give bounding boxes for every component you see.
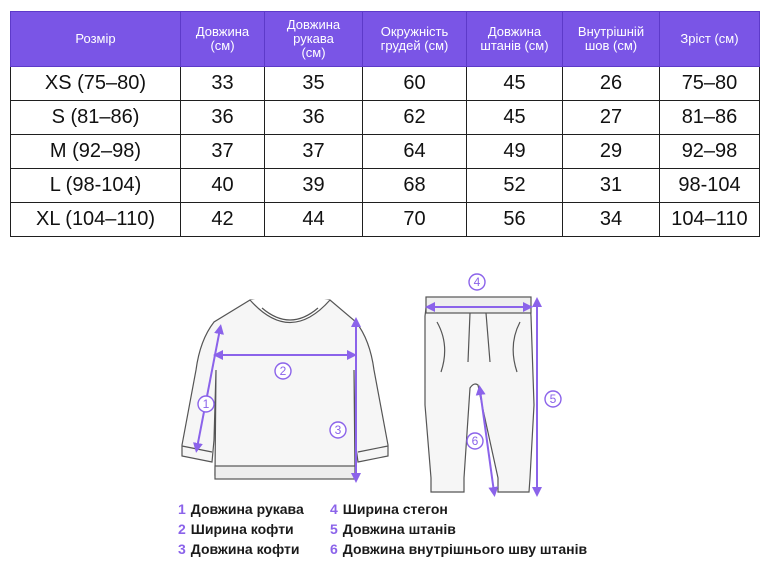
pants-illustration (425, 297, 534, 492)
legend-item-1 (178, 501, 304, 517)
table-cell: XL (104–110) (11, 203, 181, 237)
table-cell: L (98-104) (11, 169, 181, 203)
table-cell: M (92–98) (11, 135, 181, 169)
table-cell: 81–86 (660, 101, 760, 135)
table-cell: 45 (467, 101, 563, 135)
legend-text: Довжина штанів (342, 521, 456, 537)
table-cell: 98-104 (660, 169, 760, 203)
table-cell: 31 (563, 169, 660, 203)
table-cell: 68 (363, 169, 467, 203)
legend-text: Ширина стегон (342, 501, 448, 517)
table-cell: 26 (563, 67, 660, 101)
header-chest: Окружність грудей (см) (363, 12, 467, 67)
marker-5-label: 5 (549, 392, 557, 406)
marker-3-label: 3 (334, 423, 342, 437)
table-cell: 40 (181, 169, 265, 203)
table-cell: 44 (265, 203, 363, 237)
header-length: Довжина (см) (181, 12, 265, 67)
legend-number: 5 (330, 521, 338, 537)
table-cell: 37 (265, 135, 363, 169)
table-cell: S (81–86) (11, 101, 181, 135)
marker-1-label: 1 (202, 397, 210, 411)
legend-item-3 (178, 541, 299, 557)
table-cell: 60 (363, 67, 467, 101)
marker-4-label: 4 (473, 275, 481, 289)
marker-6-label: 6 (471, 434, 479, 448)
legend-text: Довжина рукава (190, 501, 304, 517)
table-cell: 36 (265, 101, 363, 135)
table-cell: XS (75–80) (11, 67, 181, 101)
table-cell: 29 (563, 135, 660, 169)
table-cell: 62 (363, 101, 467, 135)
marker-2-label: 2 (279, 364, 287, 378)
legend-text: Ширина кофти (190, 521, 294, 537)
table-cell: 52 (467, 169, 563, 203)
legend-item-2 (178, 521, 294, 537)
legend-number: 2 (178, 521, 186, 537)
legend-item-6 (330, 541, 587, 557)
table-cell: 70 (363, 203, 467, 237)
table-cell: 56 (467, 203, 563, 237)
table-cell: 39 (265, 169, 363, 203)
legend-number: 3 (178, 541, 186, 557)
table-cell: 64 (363, 135, 467, 169)
table-cell: 37 (181, 135, 265, 169)
table-cell: 104–110 (660, 203, 760, 237)
header-height: Зріст (см) (660, 12, 760, 67)
sweatshirt-illustration (182, 300, 388, 479)
header-size: Розмір (11, 12, 181, 67)
table-cell: 45 (467, 67, 563, 101)
legend-number: 4 (330, 501, 338, 517)
header-pants-length: Довжина штанів (см) (467, 12, 563, 67)
header-sleeve-length: Довжина рукава (см) (265, 12, 363, 67)
table-cell: 36 (181, 101, 265, 135)
header-inseam: Внутрішній шов (см) (563, 12, 660, 67)
table-cell: 92–98 (660, 135, 760, 169)
table-cell: 49 (467, 135, 563, 169)
table-cell: 35 (265, 67, 363, 101)
legend-text: Довжина кофти (190, 541, 300, 557)
legend-number: 1 (178, 501, 186, 517)
legend-item-5 (330, 521, 456, 537)
table-cell: 75–80 (660, 67, 760, 101)
table-cell: 27 (563, 101, 660, 135)
table-cell: 33 (181, 67, 265, 101)
table-cell: 34 (563, 203, 660, 237)
legend-item-4 (330, 501, 448, 517)
table-cell: 42 (181, 203, 265, 237)
legend-text: Довжина внутрішнього шву штанів (342, 541, 588, 557)
legend-number: 6 (330, 541, 338, 557)
